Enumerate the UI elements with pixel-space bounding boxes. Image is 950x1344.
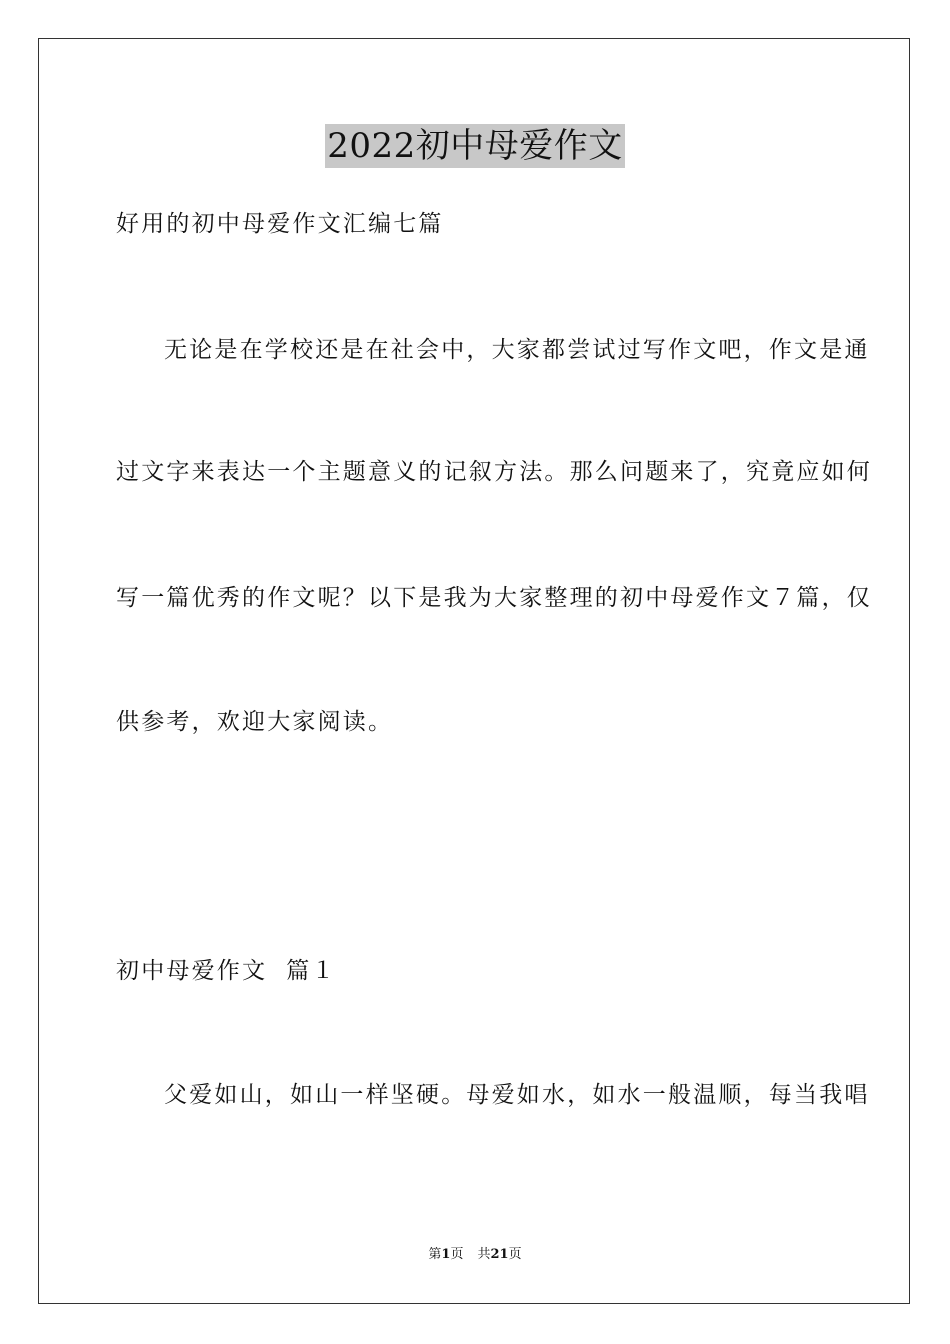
section-heading: 初中母爱作文 篇１ <box>116 958 337 984</box>
footer-total-prefix: 共 <box>477 1247 491 1262</box>
footer-total-suffix: 页 <box>508 1247 522 1262</box>
intro-line-1: 无论是在学校还是在社会中，大家都尝试过写作文吧，作文是通 <box>164 337 870 363</box>
title-container <box>0 124 950 168</box>
document-title: 2022初中母爱作文 <box>327 126 623 166</box>
footer-total-pages: 21 <box>490 1247 509 1262</box>
footer-page-number: 1 <box>441 1247 451 1262</box>
footer-page-suffix: 页 <box>450 1247 464 1262</box>
footer-page-prefix: 第 <box>428 1247 442 1262</box>
section-line-1: 父爱如山，如山一样坚硬。母爱如水，如水一般温顺，每当我唱 <box>164 1082 870 1108</box>
intro-line-3: 写一篇优秀的作文呢？以下是我为大家整理的初中母爱作文７篇，仅 <box>116 585 872 611</box>
document-subtitle: 好用的初中母爱作文汇编七篇 <box>116 211 444 237</box>
intro-line-4: 供参考，欢迎大家阅读。 <box>116 709 394 735</box>
intro-line-2: 过文字来表达一个主题意义的记叙方法。那么问题来了，究竟应如何 <box>116 459 872 485</box>
page-footer <box>0 1246 950 1264</box>
